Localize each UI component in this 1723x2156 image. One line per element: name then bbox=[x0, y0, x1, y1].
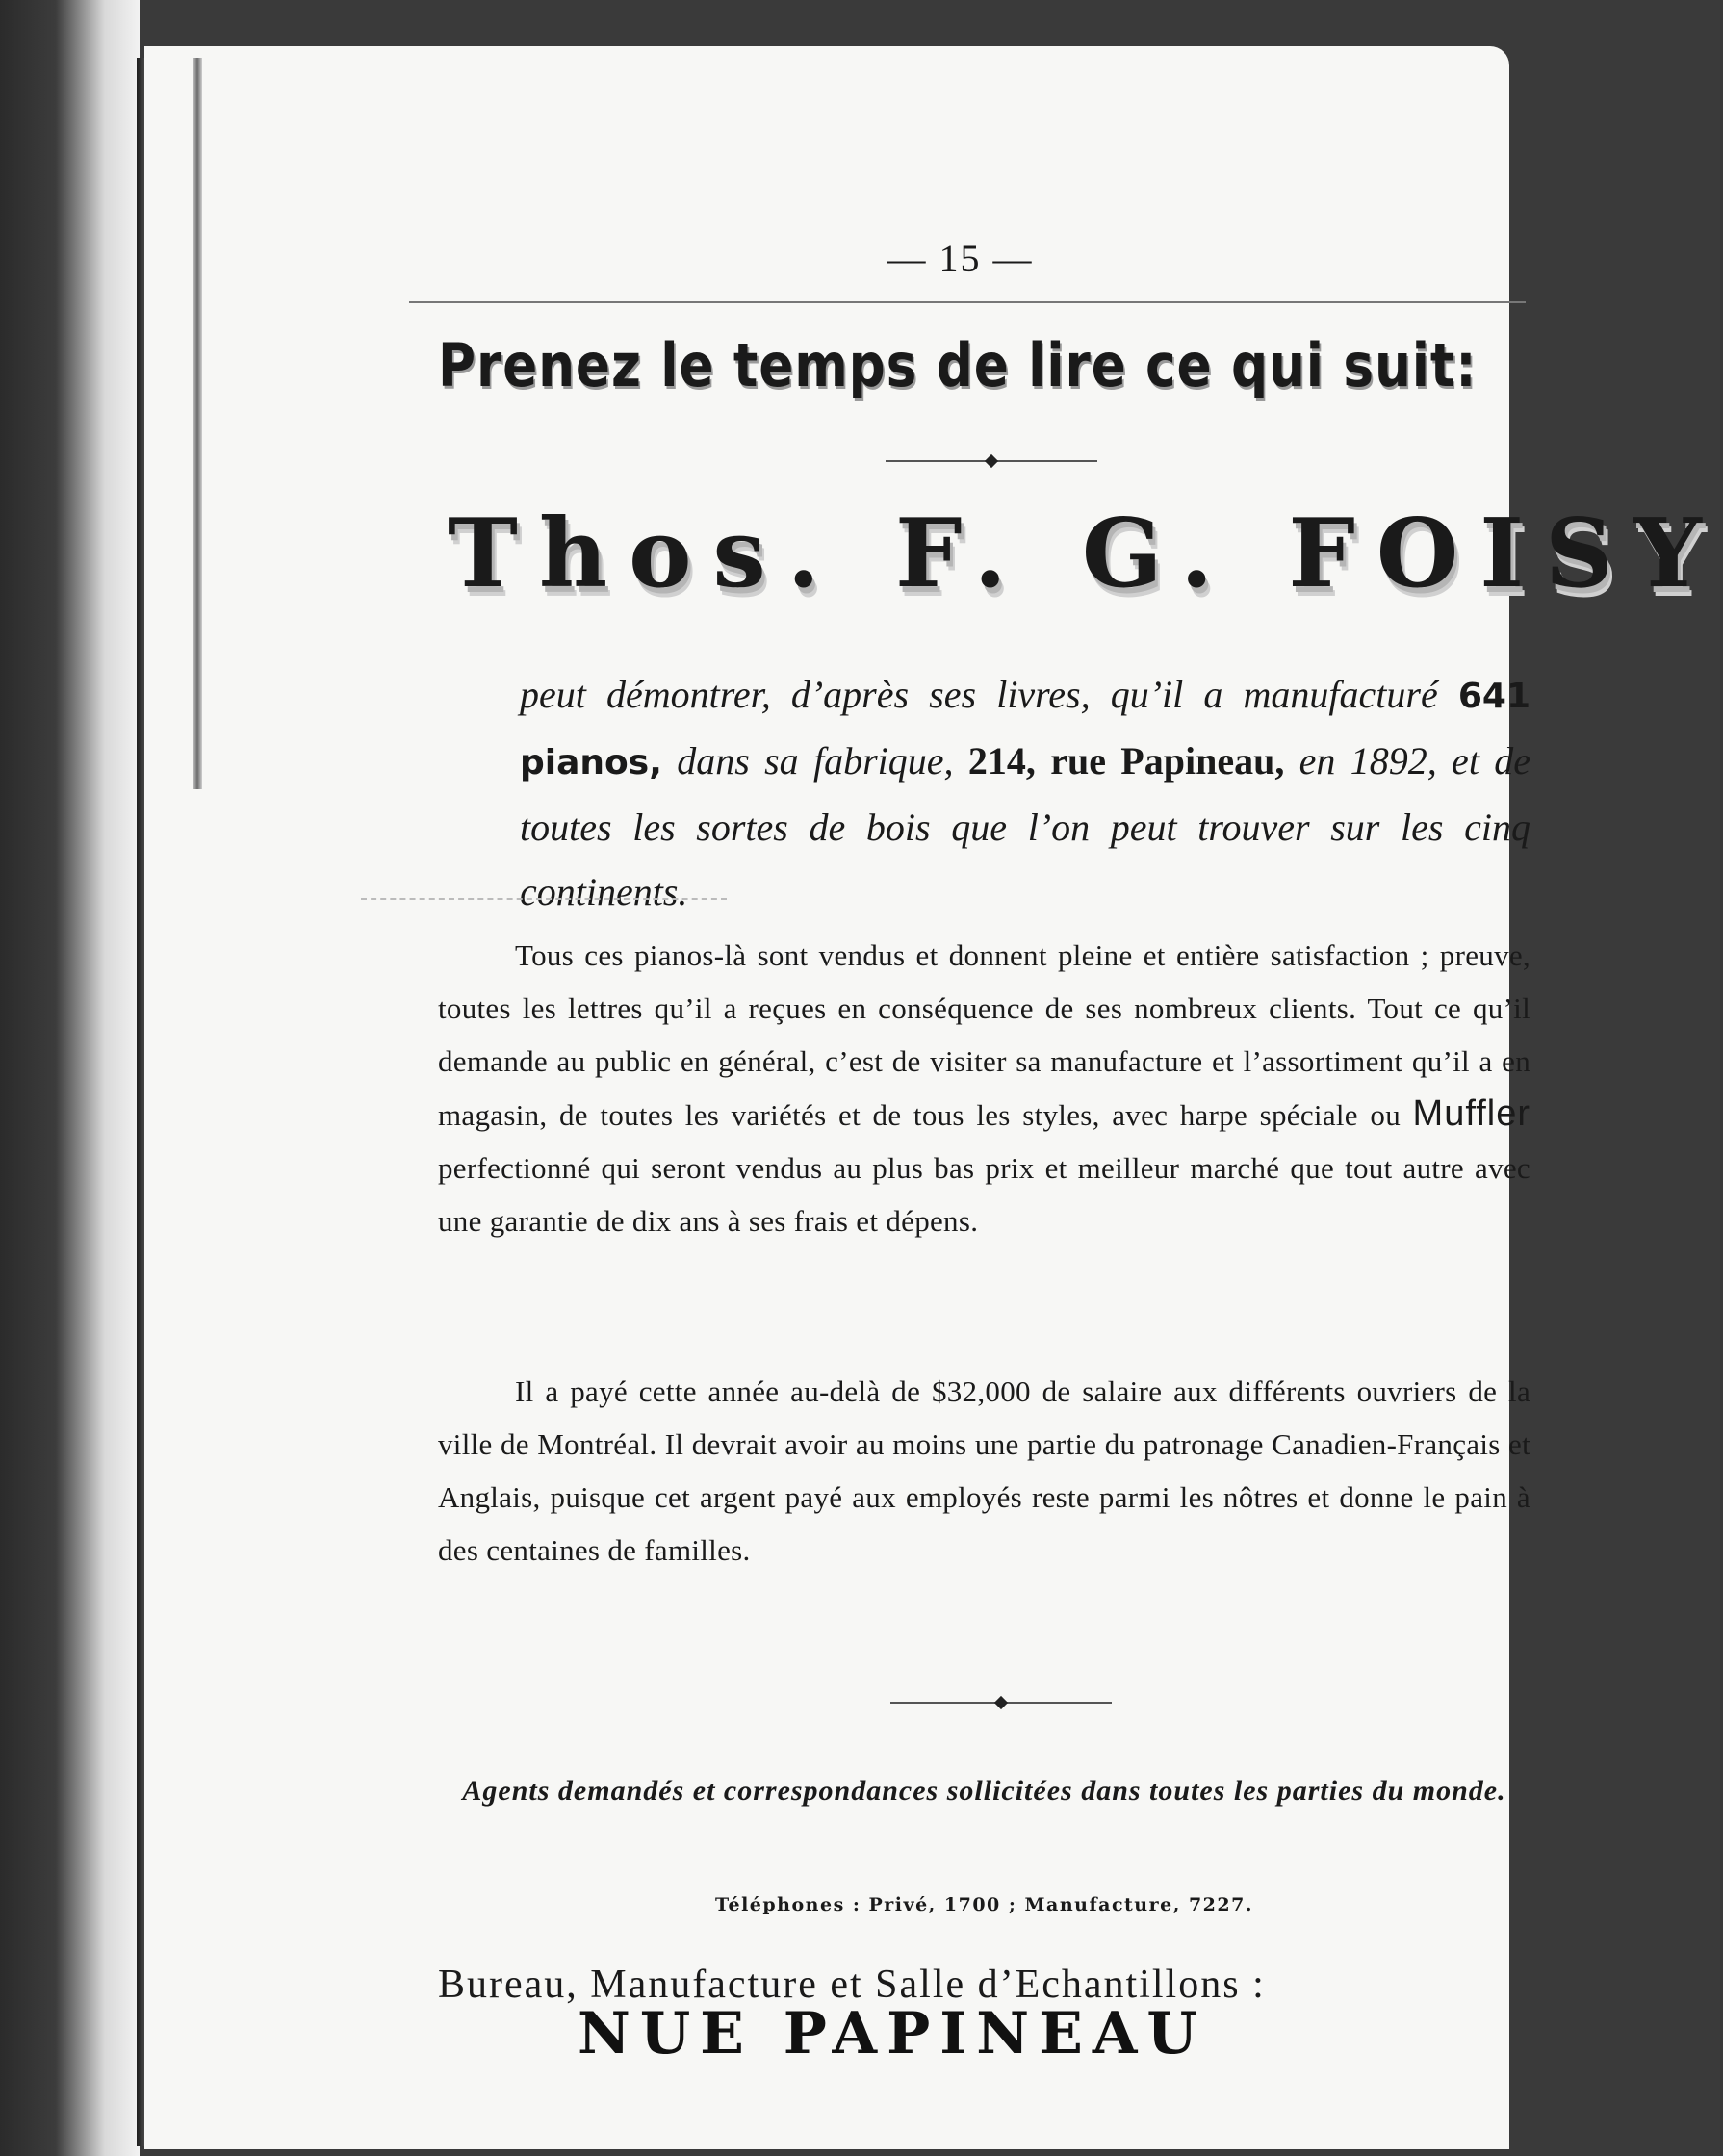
book-page bbox=[144, 46, 1723, 2149]
lead-paragraph bbox=[520, 662, 1530, 924]
paragraph-1-muffler: Muffler bbox=[1412, 1093, 1530, 1134]
paragraph-2-text: Il a payé cette année au-delà de $32,000 de salaire aux différents ouvriers de la ville de Montréal. Il devrait avoir au moins une partie du patronage Canadien-Français et Anglais, puisque cet argent payé aux employés reste parmi les nôtres et donne le pain à des centaines de familles. bbox=[438, 1374, 1530, 1567]
headline: Prenez le temps de lire ce qui suit: bbox=[438, 330, 1478, 400]
lead-text-2: dans sa fabrique, bbox=[661, 739, 968, 783]
ornament-divider bbox=[886, 460, 1097, 462]
faint-rule bbox=[361, 898, 727, 900]
binding-strip bbox=[193, 58, 202, 789]
page-content bbox=[438, 234, 1723, 2007]
agents-notice: Agents demandés et correspondances sollicitées dans toutes les parties du monde. bbox=[462, 1775, 1506, 1807]
lead-text-1: peut démontrer, d’après ses livres, qu’il a manufacturé bbox=[520, 673, 1458, 716]
lead-pianos: 641 pianos, bbox=[520, 677, 1530, 783]
top-rule bbox=[409, 301, 1526, 303]
page-number: — 15 — bbox=[887, 237, 1034, 280]
book-binding bbox=[0, 0, 140, 2156]
paragraph-1-text-2: perfectionné qui seront vendus au plus bas prix et meilleur marché que tout autre avec une garantie de dix ans à ses frais et dépens. bbox=[438, 1151, 1530, 1238]
ornament-diamond-icon bbox=[985, 454, 998, 468]
lead-address: 214, rue Papineau, bbox=[967, 739, 1285, 783]
ornament-divider bbox=[890, 1702, 1112, 1704]
company-name: Thos. F. G. FOISY bbox=[448, 499, 1723, 609]
ornament-diamond-icon bbox=[994, 1696, 1008, 1709]
paragraph-1-text-1: Tous ces pianos-là sont vendus et donnent pleine et entière satisfaction ; preuve, toutes les lettres qu’il a reçues en conséquence de ses nombreux clients. Tout ce qu’il demande au public en général, c’est de visiter sa manufacture et l’assortiment qu’il a en magasin, de toutes les variétés et de tous les styles, avec harpe spéciale ou bbox=[438, 938, 1530, 1132]
lead-text-3: en 1892, et de toutes les sortes de bois que l’on peut trouver sur les cinq continents. bbox=[520, 739, 1531, 913]
address-line: NUE PAPINEAU bbox=[578, 2000, 1207, 2067]
telephones: Téléphones : Privé, 1700 ; Manufacture, 7227. bbox=[715, 1894, 1253, 1915]
bureau-heading: Bureau, Manufacture et Salle d’Echantillons : bbox=[438, 1963, 1266, 2007]
paragraph-1 bbox=[438, 929, 1530, 1247]
paragraph-2 bbox=[438, 1365, 1530, 1577]
